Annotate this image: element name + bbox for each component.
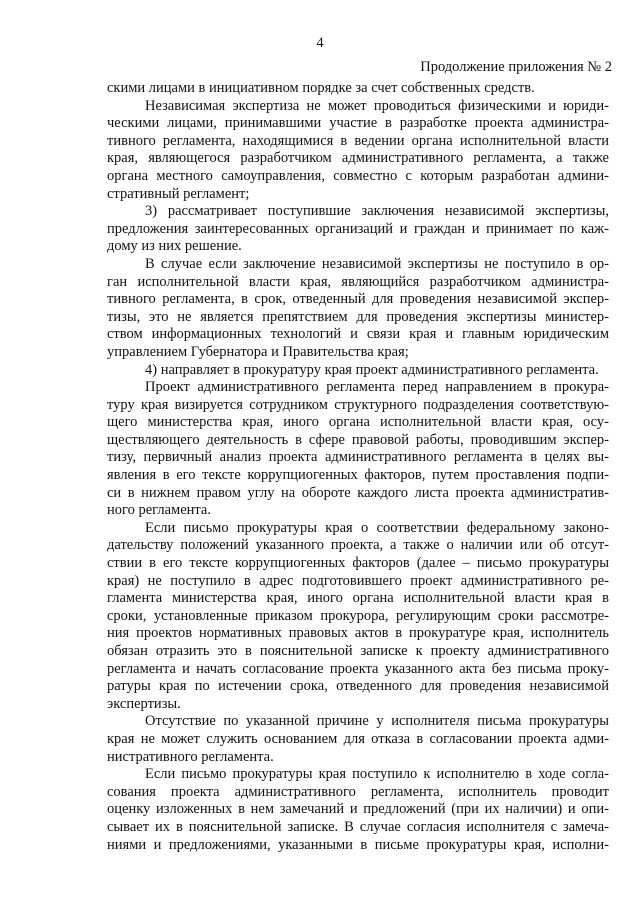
paragraph — [107, 362, 609, 380]
text-line: тивного регламента, в срок, отведенный для проведения независимой экспер- — [107, 291, 609, 308]
text-line: ческими лицами, принимавшими участие в разработке проекта администра- — [107, 115, 609, 132]
paragraph — [107, 766, 609, 854]
paragraph — [107, 520, 609, 714]
text-line: ного регламента. — [107, 502, 211, 519]
text-line: явления в его тексте коррупциогенных факторов, путем проставления подпи- — [107, 467, 609, 484]
paragraph — [107, 98, 609, 204]
text-line: края) не поступило в адрес подготовившего проект административного ре- — [107, 572, 609, 589]
text-line: скими лицами в инициативном порядке за счет собственных средств. — [107, 80, 535, 96]
paragraph — [107, 80, 609, 98]
text-line: 3) рассматривает поступившие заключения независимой экспертизы, — [145, 203, 609, 220]
text-line: предложения заинтересованных организаций и граждан и принимает по каж- — [107, 220, 609, 237]
text-line: 4) направляет в прокуратуру края проект административного регламента. — [145, 361, 599, 378]
text-line: регламента и начать согласование проекта указанного акта без письма проку- — [107, 660, 609, 677]
text-line: оценку изложенных в нем замечаний и предложений (при их наличии) и опи- — [107, 801, 609, 818]
text-line: Если письмо прокуратуры края о соответствии федеральному законо- — [145, 519, 609, 536]
text-line: сования проекта административного регламента, исполнитель проводит — [107, 783, 609, 800]
paragraph — [107, 713, 609, 766]
text-line: ниями и предложениями, указанными в письме прокуратуры края, исполни- — [107, 836, 609, 853]
text-line: края, являющегося разработчиком административного регламента, а также — [107, 150, 609, 167]
text-line: сывает их в пояснительной записке. В случае согласия исполнителя с замеча- — [107, 818, 609, 835]
paragraph — [107, 379, 609, 520]
text-line: органа местного самоуправления, совместно с которым разработан админи- — [107, 167, 609, 184]
text-line: ган исполнительной власти края, являющийся разработчиком администра- — [107, 273, 609, 290]
paragraph — [107, 256, 609, 362]
text-line: Отсутствие по указанной причине у исполнителя письма прокуратуры — [145, 713, 609, 730]
text-line: дательству положений указанного проекта, а также о наличии или об отсут- — [107, 537, 609, 554]
text-line: ния проектов нормативных правовых актов в прокуратуре края, исполнитель — [107, 625, 609, 642]
text-line: си в нижнем правом углу на обороте каждого листа проекта административ- — [107, 484, 609, 501]
text-line: тизы, это не является препятствием для проведения экспертизы министер- — [107, 308, 609, 325]
text-line: тивного регламента, находящимися в ведении органа исполнительной власти — [107, 132, 609, 149]
text-line: Если письмо прокуратуры края поступило к исполнителю в ходе согла- — [145, 766, 609, 783]
paragraph — [107, 203, 609, 256]
text-line: гламента министерства края, иного органа исполнительной власти края в — [107, 590, 609, 607]
text-line: В случае если заключение независимой экспертизы не поступило в ор- — [145, 255, 609, 272]
text-line: тизу, первичный анализ проекта административного регламента в целях вы- — [107, 449, 609, 466]
text-line: управлением Губернатора и Правительства края; — [107, 343, 409, 360]
text-line: стративный регламент; — [107, 185, 250, 202]
appendix-continuation-note: Продолжение приложения № 2 — [420, 59, 612, 75]
text-line: ществляющего деятельность в сфере правовой работы, проводившим экспер- — [107, 431, 609, 448]
text-line: дому из них решение. — [107, 238, 242, 255]
text-line: ством информационных технологий и связи края и главным юридическим — [107, 326, 609, 343]
text-line: нистративного регламента. — [107, 748, 274, 765]
page-number: 4 — [316, 35, 324, 51]
text-line: ствии в его тексте коррупциогенных факторов (далее – письмо прокуратуры — [107, 555, 609, 572]
text-line: туру края визируется сотрудником структурного подразделения соответствую- — [107, 396, 609, 413]
text-line: края не может служить основанием для отказа в согласовании проекта адми- — [107, 730, 609, 747]
document-body — [107, 80, 609, 854]
text-line: Проект административного регламента перед направлением в прокура- — [145, 379, 609, 396]
text-line: Независимая экспертиза не может проводиться физическими и юриди- — [145, 97, 609, 114]
text-line: ратуры края по истечении срока, отведенного для проведения независимой — [107, 678, 609, 695]
text-line: обязан отразить это в пояснительной записке к проекту административного — [107, 643, 609, 659]
text-line: экспертизы. — [107, 695, 181, 712]
text-line: щего министерства края, иного органа исполнительной власти края, осу- — [107, 414, 609, 431]
text-line: сроки, установленные приказом прокурора, регулирующим сроки рассмотре- — [107, 607, 609, 624]
